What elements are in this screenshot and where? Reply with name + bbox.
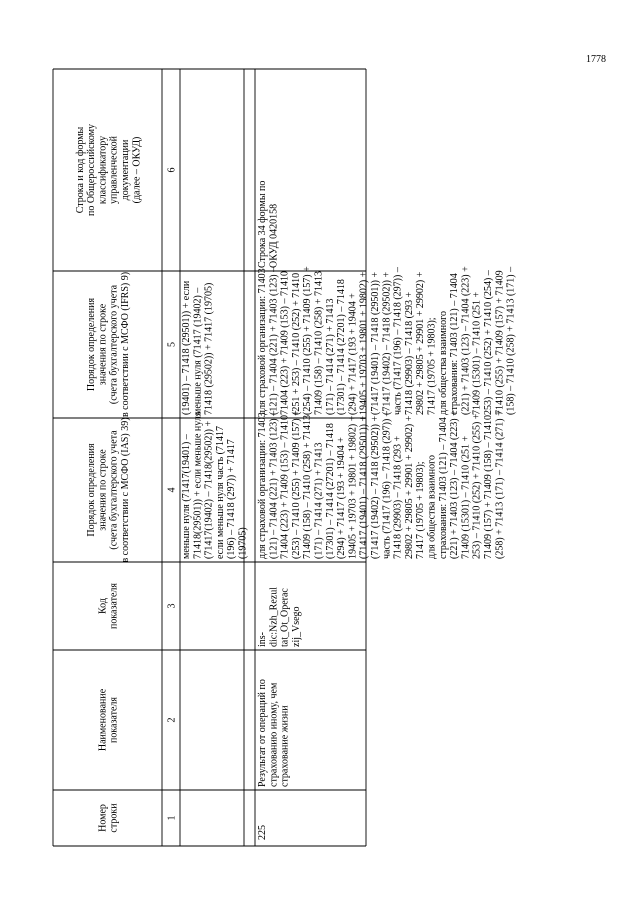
header-col-6: классификатору xyxy=(97,135,109,205)
row-col5-line: (71417 (19402) – 71418 (29502)) + xyxy=(381,271,393,415)
cont-row-col4-line: если меньше нуля часть (71417 xyxy=(214,426,226,559)
row-col4-line: (71417 (19401) – 71418 (29501)) + xyxy=(358,415,370,559)
row-col5-line: 253) – 71410 (252) + 71410 (254) – xyxy=(483,270,494,415)
row-col5-line: (221) + 71403 (123) – 71404 (223) + xyxy=(460,266,472,415)
row-name-line: страхование жизни xyxy=(279,705,291,787)
table-content xyxy=(75,124,517,840)
row-col5-line: (251 + 253) – 71410 (252) + 71410 xyxy=(290,272,302,415)
header-col-2: показателя xyxy=(108,696,120,744)
row-col4-line: (294) + 71417 (193 + 19404 + xyxy=(336,437,348,559)
column-number: 2 xyxy=(166,717,178,723)
header-col-4: Порядок определения xyxy=(86,443,98,537)
row-col4-line: 71409 (15301) – 71410 (251 + xyxy=(460,435,472,559)
header-col-1: Номер xyxy=(97,804,109,832)
row-col4-line: 253) – 71410 (252) + 71410 (255) + xyxy=(471,413,483,559)
row-col5-line: 71409 (158) – 71410 (258) + 71413 xyxy=(313,271,325,415)
header-col-5: в соответствии с МСФО (IFRS) 9) xyxy=(119,271,131,418)
header-col-4: (счета бухгалтерского учета xyxy=(108,430,120,550)
column-number: 4 xyxy=(166,487,178,493)
row-col4-line: (253) – 71410 (255) + 71409 (157) + xyxy=(290,410,302,559)
header-col-6: (далее – ОКУД) xyxy=(131,136,143,204)
row-col5-line: часть (71417 (196) – 71418 (297)) – xyxy=(392,267,404,415)
header-col-3: Код xyxy=(97,598,109,614)
column-number: 1 xyxy=(166,815,178,821)
header-col-1: строки xyxy=(108,803,120,833)
row-col4-line: (258) + 71413 (171) – 71414 (271) + xyxy=(494,410,506,559)
row-col5-line: страхования: 71403 (121) – 71404 xyxy=(449,273,461,415)
header-col-6: Строка и код формы xyxy=(74,126,86,214)
row-col4-line: для общества взаимного xyxy=(426,455,438,559)
column-number: 6 xyxy=(166,167,178,173)
column-number: 3 xyxy=(166,603,178,609)
page-number: 1778 xyxy=(586,54,606,65)
header-col-3: показателя xyxy=(108,582,120,630)
row-col4-line: для страховой организации: 71403 xyxy=(257,412,268,559)
row-okud-line: ОКУД 0420158 xyxy=(268,203,280,268)
header-col-6: по Общероссийскому xyxy=(86,123,98,217)
row-col5-line: (17301) – 71414 (27201) – 71418 xyxy=(336,279,348,415)
row-col4-line: 29802 + 29805 + 29901 + 29902) + xyxy=(403,415,415,559)
row-col5-line: (121) – 71404 (221) + 71403 (123) – xyxy=(268,266,280,415)
row-col5-line: (158) – 71410 (258) + 71413 (171) – xyxy=(505,266,517,415)
row-col5-line: для общества взаимного xyxy=(437,311,449,415)
row-code-line: tat_Ot_Operac xyxy=(279,588,291,647)
row-col5-line: 19405 + 19703 + 19801 + 19802) + xyxy=(358,271,370,415)
row-code-line: zij_Vsego xyxy=(290,606,302,647)
header-col-4: в соответствии с МСФО (IAS) 39) xyxy=(119,417,131,563)
cont-row-col5-line: 71418 (29502)) + 71417 (19705) xyxy=(203,282,215,415)
row-col5-line: 71417 (19705 + 19803); xyxy=(426,317,438,415)
header-col-5: Порядок определения xyxy=(86,297,98,392)
row-okud-line: Строка 34 формы по xyxy=(257,180,268,268)
row-col4-line: 19405 + 19703 + 19801 + 19802) + xyxy=(347,415,359,559)
cont-row-col4-line: (196) – 71418 (297)) + 71417 xyxy=(226,439,238,559)
row-col5-line: (171) – 71414 (271) + 71413 xyxy=(324,298,336,415)
row-col5-line: 29802 + 29805 + 29901 + 29902) + xyxy=(415,271,427,415)
row-col4-line: (71417 (19402) – 71418 (29502)) + xyxy=(370,415,381,559)
cont-row-col5-line: (19401) – 71418 (29501)) + если xyxy=(181,280,192,415)
cont-row-col5-line: меньше нуля (71417 (19402) – xyxy=(192,287,204,415)
row-code-line: ins- xyxy=(257,632,268,647)
row-col4-line: 71417 (19705 + 19803); xyxy=(415,461,427,559)
row-col5-line: (254) – 71410 (255) + 71409 (157) + xyxy=(302,266,314,415)
row-col4-line: 71409 (157) + 71409 (158) – 71410 xyxy=(483,415,494,559)
cont-row-col4-line: (71417(19402) – 71418(29502)) + xyxy=(203,420,215,559)
row-col4-line: 71418 (29903) – 71418 (293 + xyxy=(392,435,404,559)
row-name-line: страхованию иному, чем xyxy=(268,682,280,787)
header-col-6: документации xyxy=(119,139,131,201)
row-col5-line: 71404 (223) + 71409 (153) – 71410 xyxy=(279,271,291,415)
cont-row-col4-line: (19705) xyxy=(237,527,249,559)
row-code-line: dic:Nzh_Rezul xyxy=(268,587,280,647)
row-col4-line: 71404 (223) + 71409 (153) – 71410 xyxy=(279,415,291,559)
header-col-5: (счета бухгалтерского учета xyxy=(108,284,120,405)
cont-row-col4-line: 71418(29501)) + если меньше нуля xyxy=(192,411,204,559)
row-col5-line: для страховой организации: 71403 xyxy=(257,268,268,415)
header-col-4: значения по строке xyxy=(97,449,109,531)
cont-row-col4-line: меньше нуля (71417(19401) – xyxy=(181,434,192,559)
header-col-5: значения по строке xyxy=(97,303,109,386)
row-col4-line: (17301) – 71414 (27201) – 71418 xyxy=(324,423,336,559)
row-col4-line: страхования: 71403 (121) – 71404 xyxy=(437,417,449,559)
row-col4-line: часть (71417 (196) – 71418 (297)) – xyxy=(381,411,393,559)
row-col4-line: (171) – 71414 (271) + 71413 xyxy=(313,442,325,559)
row-col5-line: (294) + 71417 (193 + 19404 + xyxy=(347,293,359,415)
column-number: 5 xyxy=(166,342,178,347)
row-name-line: Результат от операций по xyxy=(257,679,268,787)
row-col4-line: 71409 (158) – 71410 (258) + 71413 xyxy=(302,415,314,559)
row-col4-line: (121) – 71404 (221) + 71403 (123) – xyxy=(268,410,280,559)
row-col5-line: 71418 (29903) – 71418 (293 + xyxy=(403,291,415,415)
row-col5-line: 71410 (255) + 71409 (157) + 71409 xyxy=(494,270,506,415)
row-col5-line: 71409 (15301) – 71410 (251 + xyxy=(471,291,483,415)
header-col-6: управленческой xyxy=(108,135,120,205)
header-col-2: Наименование xyxy=(97,688,109,752)
table xyxy=(53,69,517,846)
row-col4-line: (221) + 71403 (123) – 71404 (223) + xyxy=(449,410,461,559)
row-number: 225 xyxy=(257,825,268,840)
row-col5-line: (71417 (19401) – 71418 (29501)) + xyxy=(370,271,381,415)
